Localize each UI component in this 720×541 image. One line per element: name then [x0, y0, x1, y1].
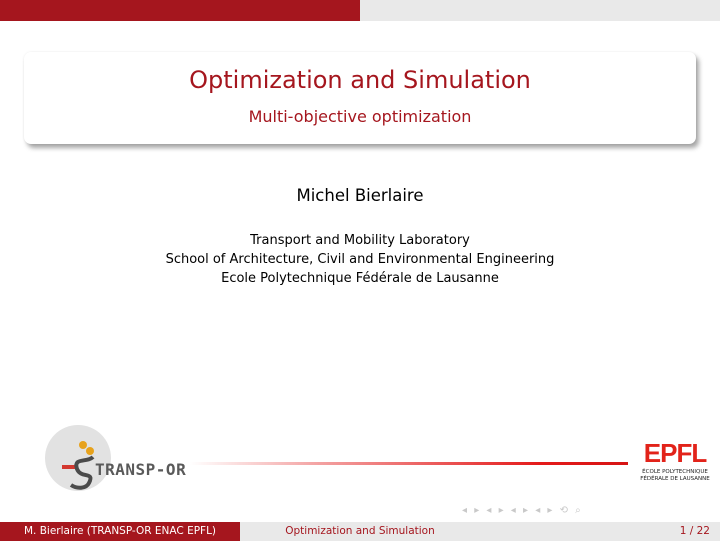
beamer-navigation-icons[interactable]: ◂ ▸ ◂ ▸ ◂ ▸ ◂ ▸ ⟲ ⌕ — [462, 505, 583, 516]
epfl-line-2: FÉDÉRALE DE LAUSANNE — [640, 476, 710, 482]
slide-subtitle: Multi-objective optimization — [248, 107, 472, 126]
title-box — [24, 52, 696, 144]
header-bar-left — [0, 0, 360, 21]
epfl-wordmark-icon — [635, 438, 715, 466]
footer-bar — [0, 522, 720, 541]
svg-text:EPFL: EPFL — [643, 438, 707, 466]
institute-line-3: Ecole Polytechnique Fédérale de Lausanne — [221, 271, 499, 286]
epfl-line-1: ÉCOLE POLYTECHNIQUE — [642, 469, 708, 475]
header-bar-right — [360, 0, 720, 21]
author-name: Michel Bierlaire — [296, 186, 424, 205]
transp-or-logo — [45, 425, 195, 495]
epfl-logo — [635, 438, 715, 488]
header-bar — [0, 0, 720, 21]
footer-title: Optimization and Simulation — [240, 522, 480, 541]
footer-page — [480, 522, 720, 541]
separator-line — [190, 462, 628, 465]
institute-line-1: Transport and Mobility Laboratory — [250, 233, 470, 248]
transp-or-wordmark: TRANSP-OR — [95, 460, 187, 479]
slide-title: Optimization and Simulation — [189, 66, 531, 94]
institute-line-2: School of Architecture, Civil and Environmental Engineering — [165, 252, 555, 267]
footer-author: M. Bierlaire (TRANSP-OR ENAC EPFL) — [0, 522, 240, 541]
page-number: 1 / 22 — [679, 525, 710, 537]
